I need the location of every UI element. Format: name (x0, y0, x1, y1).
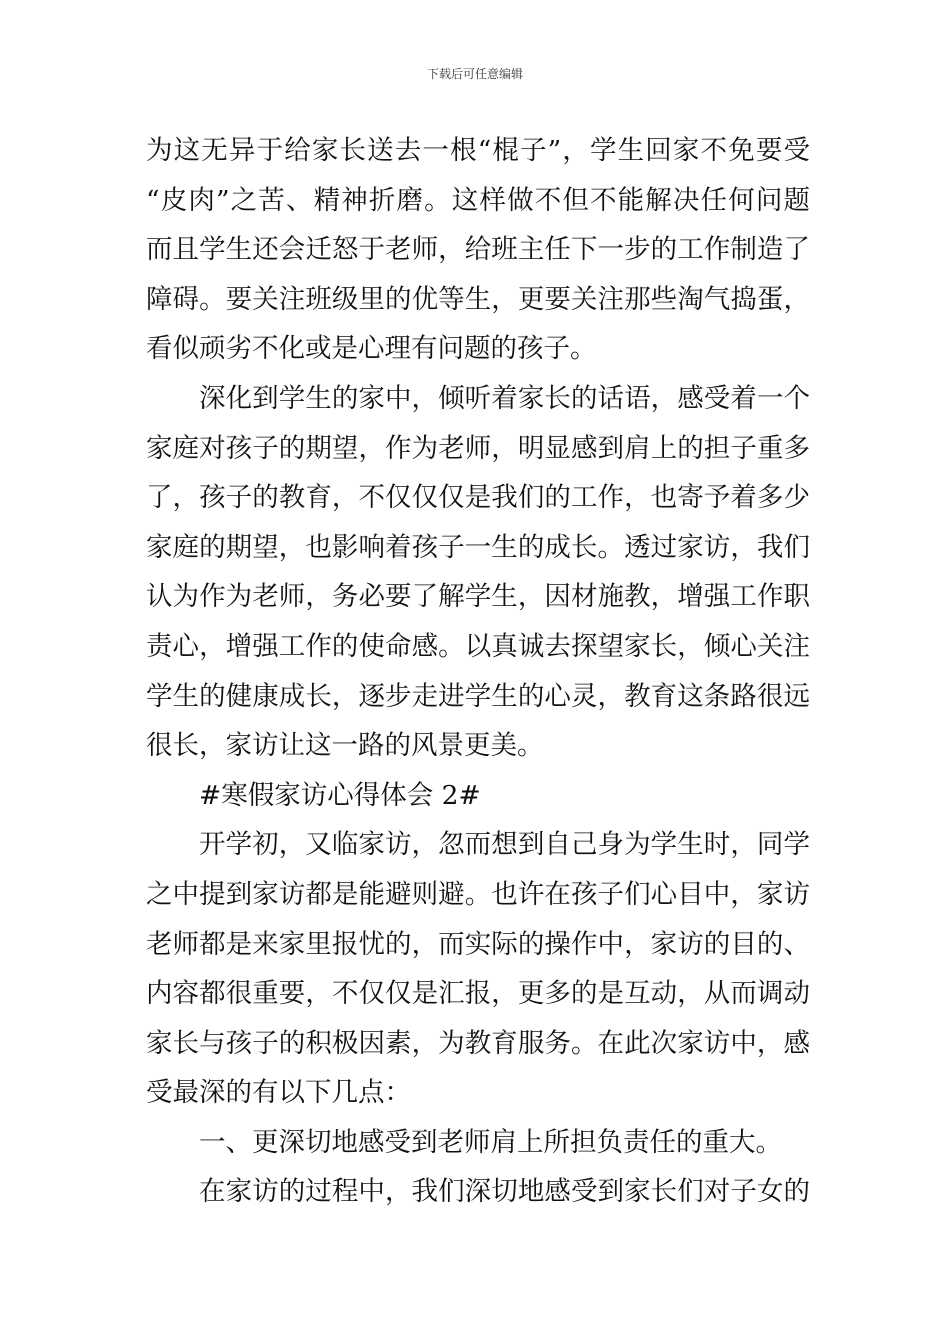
text-line: #寒假家访心得体会 2# (199, 779, 481, 811)
text-line: 一、更深切地感受到老师肩上所担负责任的重大。 (199, 1126, 782, 1158)
text-line: 老师都是来家里报忧的，而实际的操作中，家访的目的、 (146, 928, 810, 960)
text-line: 看似顽劣不化或是心理有问题的孩子。 (146, 333, 597, 365)
text-line: 而且学生还会迁怒于老师，给班主任下一步的工作制造了 (146, 234, 810, 266)
text-line: 家庭的期望，也影响着孩子一生的成长。透过家访，我们 (146, 531, 810, 563)
text-line: 很长，家访让这一路的风景更美。 (146, 730, 544, 762)
text-line: 家庭对孩子的期望，作为老师，明显感到肩上的担子重多 (146, 432, 810, 464)
text-line: 受最深的有以下几点： (146, 1077, 411, 1109)
text-line: 为这无异于给家长送去一根“棍子”，学生回家不免要受 (146, 135, 810, 166)
text-line: 学生的健康成长，逐步走进学生的心灵，教育这条路很远 (146, 680, 810, 712)
text-line: 家长与孩子的积极因素，为教育服务。在此次家访中，感 (146, 1027, 810, 1059)
text-line: 障碍。要关注班级里的优等生，更要关注那些淘气捣蛋， (146, 283, 810, 315)
document-body (146, 126, 810, 1217)
text-line: 责心，增强工作的使命感。以真诚去探望家长，倾心关注 (146, 630, 810, 662)
text-line: 之中提到家访都是能避则避。也许在孩子们心目中，家访 (146, 878, 810, 910)
text-line: 开学初，又临家访，忽而想到自己身为学生时，同学 (199, 829, 810, 861)
text-line: 内容都很重要，不仅仅是汇报，更多的是互动，从而调动 (146, 978, 810, 1010)
text-line: 在家访的过程中，我们深切地感受到家长们对子女的 (199, 1176, 810, 1208)
text-line: 认为作为老师，务必要了解学生，因材施教，增强工作职 (146, 581, 810, 613)
text-line: 深化到学生的家中，倾听着家长的话语，感受着一个 (199, 382, 810, 414)
page-header: 下载后可任意编辑 (426, 67, 523, 81)
text-line: 了，孩子的教育，不仅仅仅是我们的工作，也寄予着多少 (146, 482, 810, 514)
text-line: “皮肉”之苦、精神折磨。这样做不但不能解决任何问题 (146, 184, 810, 216)
